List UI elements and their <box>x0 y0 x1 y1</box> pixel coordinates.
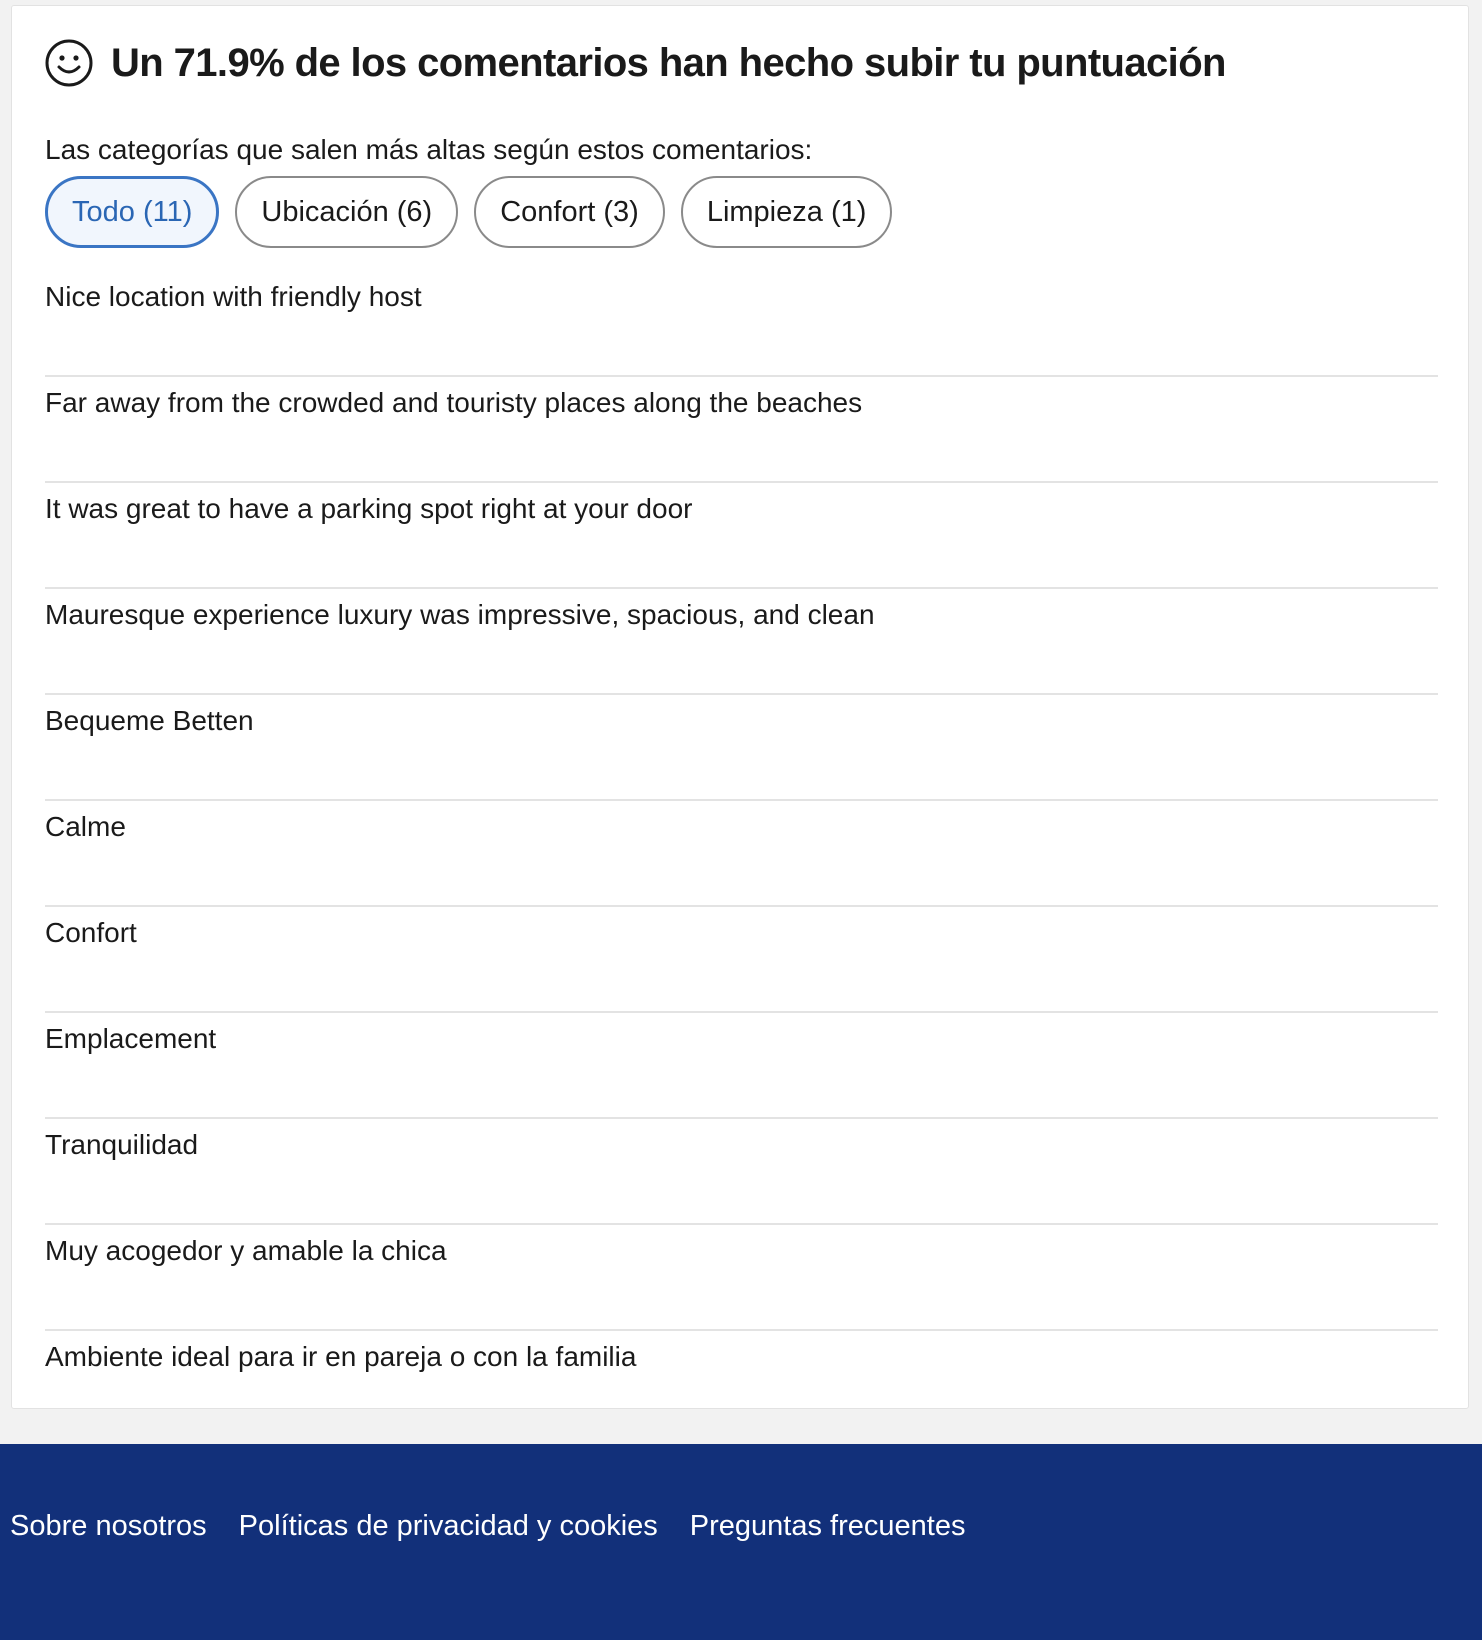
footer-link-faq[interactable]: Preguntas frecuentes <box>689 1510 966 1542</box>
categories-subtitle: Las categorías que salen más altas según estos comentarios: <box>45 134 813 165</box>
review-item: Mauresque experience luxury was impressive, spacious, and clean <box>45 589 1438 695</box>
review-item: Muy acogedor y amable la chica <box>45 1225 1438 1331</box>
review-list <box>45 271 1438 1437</box>
card-header <box>44 38 1226 88</box>
page-title: Un 71.9% de los comentarios han hecho subir tu puntuación <box>111 40 1226 85</box>
footer-link-about[interactable]: Sobre nosotros <box>10 1510 207 1542</box>
review-item: Confort <box>45 907 1438 1013</box>
footer-link-privacy[interactable]: Políticas de privacidad y cookies <box>238 1510 658 1542</box>
review-item: Tranquilidad <box>45 1119 1438 1225</box>
review-item: It was great to have a parking spot right at your door <box>45 483 1438 589</box>
footer-links <box>10 1510 965 1543</box>
filter-chip-todo[interactable]: Todo (11) <box>45 176 219 248</box>
review-item: Nice location with friendly host <box>45 271 1438 377</box>
review-item: Emplacement <box>45 1013 1438 1119</box>
review-item: Bequeme Betten <box>45 695 1438 801</box>
review-item: Calme <box>45 801 1438 907</box>
filter-chip-confort[interactable]: Confort (3) <box>474 176 665 248</box>
smiley-face-icon <box>44 38 94 88</box>
category-filters <box>45 176 892 248</box>
review-item: Ambiente ideal para ir en pareja o con la familia <box>45 1341 637 1372</box>
review-item: Far away from the crowded and touristy places along the beaches <box>45 377 1438 483</box>
positive-reviews-card <box>11 5 1469 1409</box>
filter-chip-ubicacion[interactable]: Ubicación (6) <box>235 176 458 248</box>
filter-chip-limpieza[interactable]: Limpieza (1) <box>681 176 893 248</box>
site-footer <box>0 1444 1482 1640</box>
